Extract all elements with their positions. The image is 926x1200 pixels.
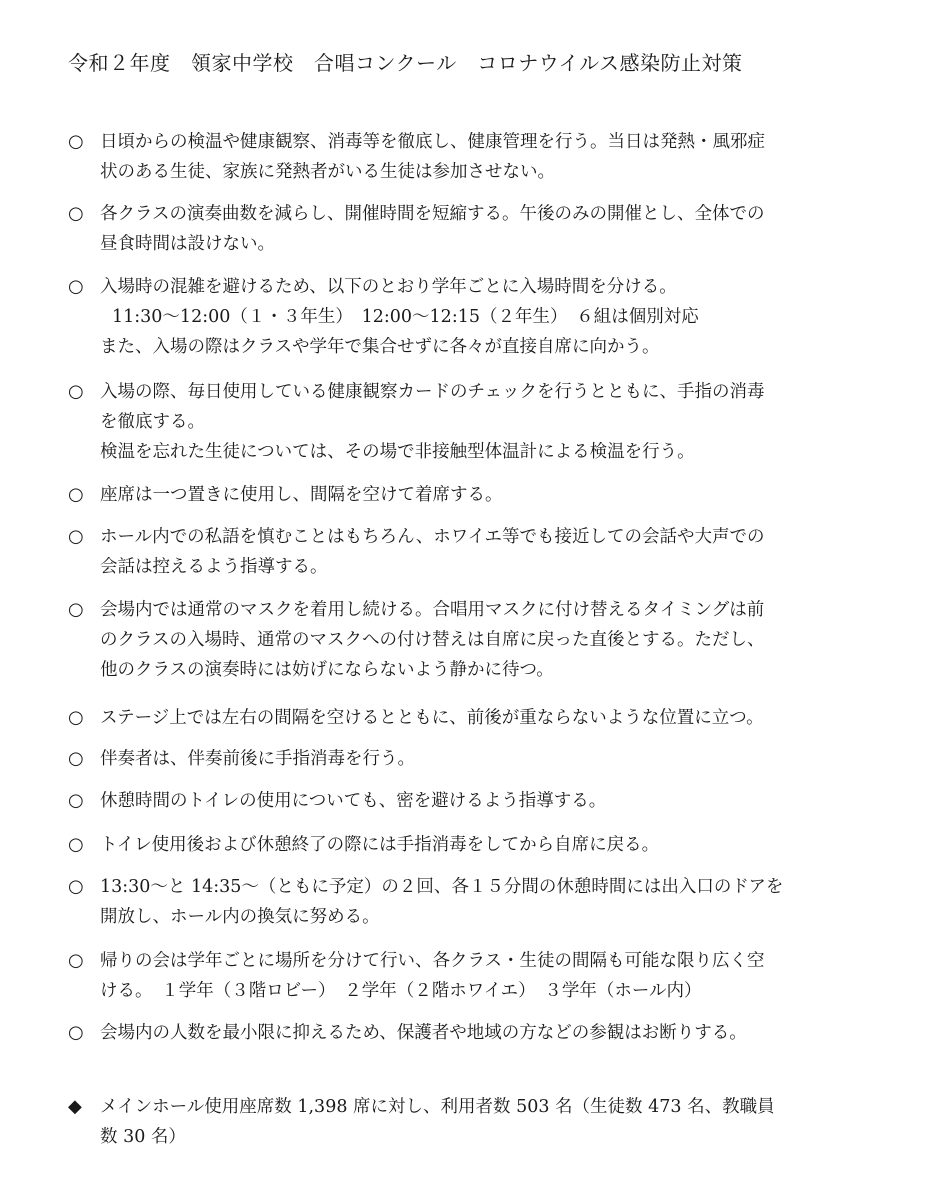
item-text-line: 座席は一つ置きに使用し、間隔を空けて着席する。 — [100, 485, 503, 505]
list-item-10 — [68, 786, 868, 816]
item-text-line: メインホール使用座席数 1,398 席に対し、利用者数 503 名（生徒数 473 名、教職員 — [100, 1097, 775, 1117]
item-text-line: 会場内では通常のマスクを着用し続ける。合唱用マスクに付け替えるタイミングは前 — [100, 600, 765, 620]
list-item-12 — [68, 872, 868, 932]
item-text-line: 入場時の混雑を避けるため、以下のとおり学年ごとに入場時間を分ける。 — [100, 277, 677, 297]
bullet-circle-icon: ○ — [68, 526, 84, 547]
bullet-diamond-icon: ◆ — [68, 1096, 82, 1117]
list-item-5 — [68, 480, 868, 510]
item-text-line: 他のクラスの演奏時には妨げにならないよう静かに待つ。 — [100, 660, 554, 680]
bullet-circle-icon: ○ — [68, 707, 84, 728]
list-item-6 — [68, 522, 868, 582]
item-text-line: 数 30 名） — [100, 1127, 186, 1147]
list-item-8 — [68, 703, 868, 733]
item-text-line: のクラスの入場時、通常のマスクへの付け替えは自席に戻った直後とする。ただし、 — [100, 630, 765, 650]
list-item-14 — [68, 1018, 868, 1048]
item-text-line: 会場内の人数を最小限に抑えるため、保護者や地域の方などの参観はお断りする。 — [100, 1023, 747, 1043]
item-text-line: を徹底する。 — [100, 412, 205, 432]
bullet-circle-icon: ○ — [68, 203, 84, 224]
item-text-line: また、入場の際はクラスや学年で集合せずに各々が直接自席に向かう。 — [100, 337, 660, 357]
bullet-circle-icon: ○ — [68, 131, 84, 152]
bullet-circle-icon: ○ — [68, 950, 84, 971]
item-text-line: 伴奏者は、伴奏前後に手指消毒を行う。 — [100, 749, 415, 769]
item-text-line: 検温を忘れた生徒については、その場で非接触型体温計による検温を行う。 — [100, 442, 695, 462]
item-text-line: 各クラスの演奏曲数を減らし、開催時間を短縮する。午後のみの開催とし、全体での — [100, 204, 765, 224]
item-text-line: 帰りの会は学年ごとに場所を分けて行い、各クラス・生徒の間隔も可能な限り広く空 — [100, 951, 765, 971]
item-text-line: ホール内での私語を慎むことはもちろん、ホワイエ等でも接近しての会話や大声での — [100, 527, 765, 547]
bullet-circle-icon: ○ — [68, 834, 84, 855]
list-item-7 — [68, 595, 868, 685]
item-text-line: 休憩時間のトイレの使用についても、密を避けるよう指導する。 — [100, 791, 607, 811]
list-item-3 — [68, 272, 868, 362]
document-title: 令和２年度 領家中学校 合唱コンクール コロナウイルス感染防止対策 — [68, 51, 743, 75]
item-text-line: 状のある生徒、家族に発熱者がいる生徒は参加させない。 — [100, 162, 555, 182]
bullet-circle-icon: ○ — [68, 748, 84, 769]
list-item-4 — [68, 377, 868, 467]
item-text-line: 入場の際、毎日使用している健康観察カードのチェックを行うとともに、手指の消毒 — [100, 382, 765, 402]
bullet-circle-icon: ○ — [68, 381, 84, 402]
list-item-13 — [68, 946, 868, 1006]
item-text-line: 日頃からの検温や健康観察、消毒等を徹底し、健康管理を行う。当日は発熱・風邪症 — [100, 132, 765, 152]
bullet-circle-icon: ○ — [68, 1022, 84, 1043]
list-item-1 — [68, 127, 868, 187]
bullet-circle-icon: ○ — [68, 484, 84, 505]
bullet-circle-icon: ○ — [68, 276, 84, 297]
bullet-circle-icon: ○ — [68, 599, 84, 620]
item-text-line: 会話は控えるよう指導する。 — [100, 557, 328, 577]
item-text-line: 昼食時間は設けない。 — [100, 234, 275, 254]
item-text-line: 開放し、ホール内の換気に努める。 — [100, 907, 380, 927]
seat-summary-item — [68, 1092, 868, 1152]
list-item-2 — [68, 199, 868, 259]
list-item-9 — [68, 744, 868, 774]
item-text-line: ける。 １学年（３階ロビー） ２学年（２階ホワイエ） ３学年（ホール内） — [100, 981, 702, 1001]
item-text-line: トイレ使用後および休憩終了の際には手指消毒をしてから自席に戻る。 — [100, 835, 660, 855]
item-text-line: ステージ上では左右の間隔を空けるとともに、前後が重ならないような位置に立つ。 — [100, 708, 764, 728]
entry-schedule-line: 11:30～12:00（１・３年生） 12:00～12:15（２年生） ６組は個別対応 — [112, 307, 699, 327]
list-item-11 — [68, 830, 868, 860]
bullet-circle-icon: ○ — [68, 790, 84, 811]
bullet-circle-icon: ○ — [68, 876, 84, 897]
item-text-line: 13:30～と 14:35～（ともに予定）の２回、各１５分間の休憩時間には出入口のドアを — [100, 877, 784, 897]
